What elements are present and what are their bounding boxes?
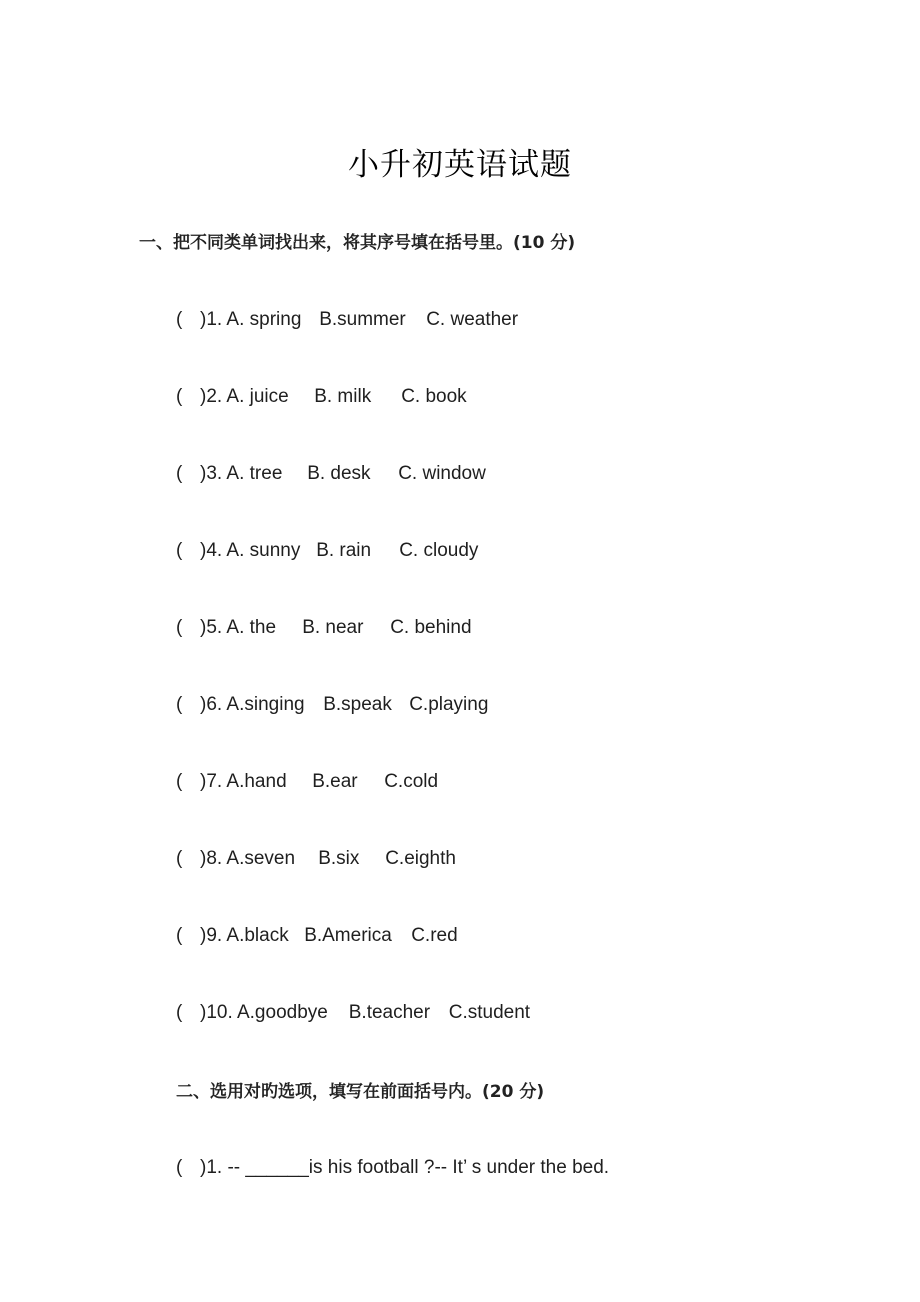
option-c: C. cloudy	[399, 540, 479, 561]
answer-paren[interactable]: (	[176, 925, 183, 946]
question-number: )5.	[200, 617, 223, 638]
answer-paren[interactable]: (	[176, 540, 183, 561]
answer-paren[interactable]: (	[176, 386, 183, 407]
question-7	[176, 769, 438, 795]
option-a: A.hand	[222, 771, 287, 792]
section-2-heading: 二、选用对旳选项，填写在前面括号内。(20 分)	[176, 1082, 545, 1102]
question-9	[176, 923, 458, 949]
option-b: B. near	[302, 617, 364, 638]
option-b: B.summer	[319, 309, 406, 330]
option-c: C.cold	[384, 771, 439, 792]
option-a: A. tree	[222, 463, 283, 484]
option-b: B.ear	[312, 771, 358, 792]
question-number: )8.	[200, 848, 223, 869]
option-a: A. juice	[222, 386, 289, 407]
option-c: C. behind	[390, 617, 472, 638]
answer-paren[interactable]: (	[176, 694, 183, 715]
question-text: )1. -- ______is his football ?-- It’ s under the bed.	[200, 1157, 610, 1178]
option-c: C. book	[401, 386, 467, 407]
option-b: B. rain	[316, 540, 372, 561]
option-c: C.eighth	[385, 848, 456, 869]
option-b: B.teacher	[348, 1002, 431, 1023]
option-b: B.America	[304, 925, 392, 946]
option-a: A. the	[222, 617, 277, 638]
section-1-heading: 一、把不同类单词找出来，将其序号填在括号里。(10 分)	[139, 233, 576, 253]
option-a: A. spring	[222, 309, 302, 330]
question-10	[176, 1000, 530, 1026]
option-c: C.red	[411, 925, 458, 946]
question-number: )1.	[200, 309, 223, 330]
answer-paren[interactable]: (	[176, 848, 183, 869]
question-number: )2.	[200, 386, 223, 407]
answer-paren[interactable]: (	[176, 1002, 183, 1023]
answer-paren[interactable]: (	[176, 1157, 183, 1178]
option-a: A.black	[222, 925, 289, 946]
answer-paren[interactable]: (	[176, 463, 183, 484]
option-c: C.playing	[409, 694, 489, 715]
option-c: C. window	[398, 463, 486, 484]
option-b: B.six	[318, 848, 360, 869]
answer-paren[interactable]: (	[176, 771, 183, 792]
question-5	[176, 615, 472, 641]
option-b: B.speak	[323, 694, 392, 715]
option-b: B. desk	[307, 463, 371, 484]
question-3	[176, 461, 486, 487]
question-number: )7.	[200, 771, 223, 792]
option-c: C. weather	[426, 309, 519, 330]
option-a: A. sunny	[222, 540, 301, 561]
option-c: C.student	[448, 1002, 531, 1023]
question-number: )4.	[200, 540, 223, 561]
answer-paren[interactable]: (	[176, 617, 183, 638]
option-a: A.singing	[222, 694, 305, 715]
question-6	[176, 692, 488, 718]
s2-question-1	[176, 1155, 609, 1181]
question-8	[176, 846, 456, 872]
question-1	[176, 307, 518, 333]
page-title: 小升初英语试题	[348, 147, 572, 183]
question-number: )9.	[200, 925, 223, 946]
option-b: B. milk	[314, 386, 372, 407]
option-a: A.seven	[222, 848, 296, 869]
question-number: )6.	[200, 694, 223, 715]
question-2	[176, 384, 467, 410]
answer-paren[interactable]: (	[176, 309, 183, 330]
question-number: )3.	[200, 463, 223, 484]
option-a: A.goodbye	[232, 1002, 328, 1023]
question-4	[176, 538, 478, 564]
question-number: )10.	[200, 1002, 233, 1023]
